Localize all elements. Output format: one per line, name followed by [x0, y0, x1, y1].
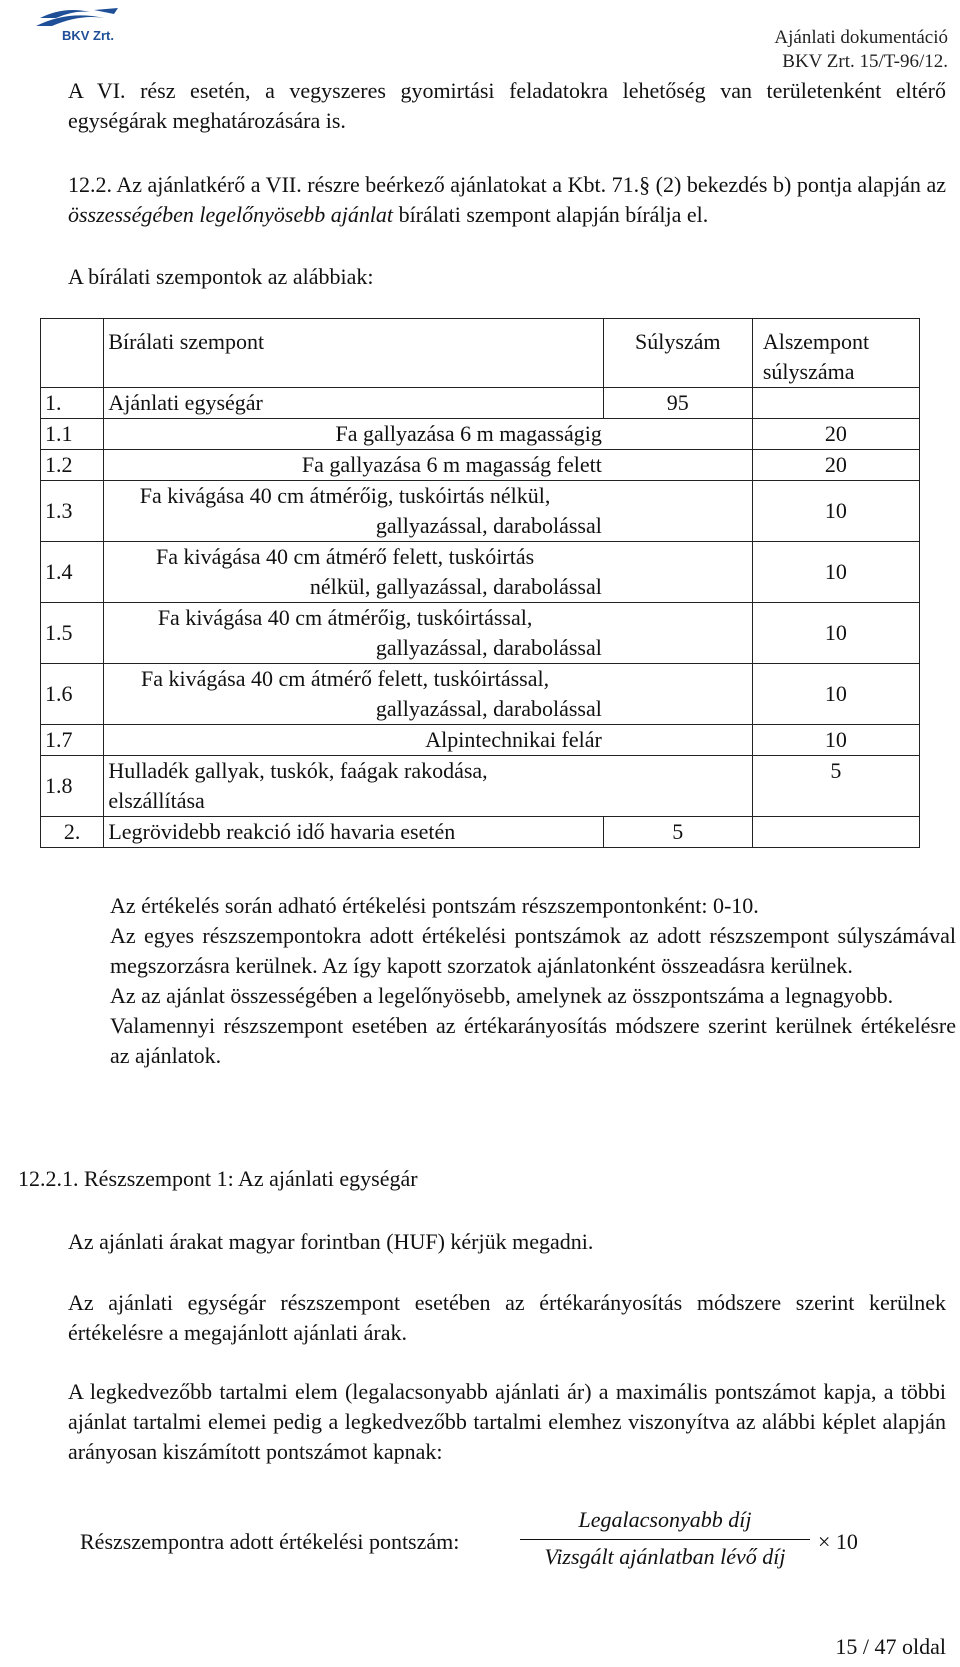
row-label-line1: Fa kivágása 40 cm átmérő felett, tuskóirtás [155, 544, 535, 569]
logo-text: BKV Zrt. [62, 28, 114, 43]
doc-title: Ajánlati dokumentáció [774, 27, 948, 48]
formula-denominator: Vizsgált ajánlatban lévő díj [544, 1544, 786, 1569]
note: Valamennyi részszempont esetében az értékarányosítás módszere szerint kerülnek értékelésre az ajánlatok. [110, 1013, 956, 1068]
row-label: Fa gallyazása 6 m magasság felett [104, 450, 753, 481]
section-12-2-rest1: (2) bekezdés b) pontja alapján az [650, 172, 946, 197]
row-label [104, 542, 753, 603]
page-number: 15 / 47 oldal [835, 1634, 946, 1659]
para-method: Az ajánlati egységár részszempont esetében az értékarányosítás módszere szerint kerülnek értékelésre a megajánlott ajánlati árak. [68, 1290, 946, 1345]
row-label-line1: Hulladék gallyak, tuskók, faágak rakodása, [108, 758, 488, 783]
row-label-line1: Fa kivágása 40 cm átmérőig, tuskóirtás nélkül, [139, 483, 551, 508]
row-number: 1.6 [41, 664, 104, 725]
row-label: Alpintechnikai felár [104, 725, 753, 756]
row-subweight: 20 [752, 419, 919, 450]
table-row [41, 542, 920, 603]
row-label-line2: gallyazással, darabolással [375, 635, 602, 660]
row-label-line2: elszállítása [108, 788, 205, 813]
row-weight: 95 [603, 388, 752, 419]
row-label-line2: nélkül, gallyazással, darabolással [309, 574, 602, 599]
table-row [41, 725, 920, 756]
section-sign: § [639, 172, 651, 197]
row-label: Ajánlati egységár [104, 388, 603, 419]
criteria-table [40, 318, 920, 848]
table-row [41, 419, 920, 450]
table-row [41, 481, 920, 542]
row-label-line1: Fa kivágása 40 cm átmérő felett, tuskóirtással, [141, 666, 550, 691]
fraction-bar [520, 1539, 810, 1540]
criteria-intro: A bírálati szempontok az alábbiak: [68, 264, 374, 289]
note: Az értékelés során adható értékelési pontszám részszempontonként: 0-10. [110, 893, 759, 918]
para-best: A legkedvezőbb tartalmi elem (legalacsonyabb ajánlati ár) a maximális pontszámot kapja, a többi ajánlat tartalmi elemei pedig a legkedvezőbb tartalmi elemhez viszonyítva az alábbi képlet alapján arányosan kiszámított pontszámot kapnak: [68, 1379, 946, 1464]
header-right [774, 26, 948, 74]
row-subweight: 10 [752, 725, 919, 756]
section-12-2-prefix: 12.2. Az ajánlatkérő a VII. részre beérkező ajánlatokat a Kbt. 71. [68, 172, 640, 197]
row-label-line2: gallyazással, darabolással [375, 696, 602, 721]
table-row [41, 450, 920, 481]
row-label [104, 664, 753, 725]
table-row [41, 603, 920, 664]
row-subweight: 10 [752, 542, 919, 603]
header-criterion: Bírálati szempont [104, 319, 603, 388]
row-subweight: 5 [752, 756, 919, 817]
header-weight: Súlyszám [603, 319, 752, 388]
row-number: 1.5 [41, 603, 104, 664]
row-subweight: 10 [752, 664, 919, 725]
bkv-logo [34, 4, 124, 44]
row-number: 2. [41, 817, 104, 848]
bkv-logo-mark [34, 4, 124, 44]
score-formula [80, 1505, 880, 1575]
row-number: 1.2 [41, 450, 104, 481]
table-header-row [41, 319, 920, 388]
row-number: 1. [41, 388, 104, 419]
table-row [41, 756, 920, 817]
intro-paragraph: A VI. rész esetén, a vegyszeres gyomirtási feladatokra lehetőség van területenként eltérő egységárak meghatározására is. [68, 78, 946, 133]
row-subweight: 20 [752, 450, 919, 481]
row-subweight: 10 [752, 603, 919, 664]
para-huf: Az ajánlati árakat magyar forintban (HUF) kérjük megadni. [68, 1229, 594, 1254]
row-number: 1.8 [41, 756, 104, 817]
row-subweight: 10 [752, 481, 919, 542]
table-row [41, 664, 920, 725]
row-label-line1: Fa kivágása 40 cm átmérőig, tuskóirtással, [157, 605, 533, 630]
formula-label: Részszempontra adott értékelési pontszám: [80, 1529, 460, 1554]
formula-multiplier: × 10 [818, 1529, 858, 1554]
row-number: 1.3 [41, 481, 104, 542]
row-number: 1.7 [41, 725, 104, 756]
row-number: 1.1 [41, 419, 104, 450]
row-number: 1.4 [41, 542, 104, 603]
header-subweight: Alszempont súlyszáma [752, 319, 919, 388]
doc-ref: BKV Zrt. 15/T-96/12. [782, 51, 948, 72]
row-weight: 5 [603, 817, 752, 848]
note: Az az ajánlat összességében a legelőnyösebb, amelynek az összpontszáma a legnagyobb. [110, 983, 894, 1008]
note: Az egyes részszempontokra adott értékelési pontszámok az adott részszempont súlyszámával megszorzásra kerülnek. Az így kapott szorzatok ajánlatonként összeadásra kerülnek. [110, 923, 956, 978]
section-12-2-rest2: bírálati szempont alapján bírálja el. [393, 202, 709, 227]
row-label [104, 603, 753, 664]
formula-numerator: Legalacsonyabb díj [578, 1507, 752, 1532]
evaluation-notes [110, 891, 956, 1071]
section-12-2 [68, 170, 946, 230]
formula-fraction [520, 1505, 810, 1574]
section-12-2-emph: összességében legelőnyösebb ajánlat [68, 202, 394, 227]
row-label: Fa gallyazása 6 m magasságig [104, 419, 753, 450]
table-row [41, 817, 920, 848]
table-row [41, 388, 920, 419]
subsection-heading: 12.2.1. Részszempont 1: Az ajánlati egységár [18, 1166, 418, 1191]
row-label-line2: gallyazással, darabolással [375, 513, 602, 538]
row-label [104, 481, 753, 542]
row-label: Legrövidebb reakció idő havaria esetén [104, 817, 603, 848]
row-label [104, 756, 753, 817]
